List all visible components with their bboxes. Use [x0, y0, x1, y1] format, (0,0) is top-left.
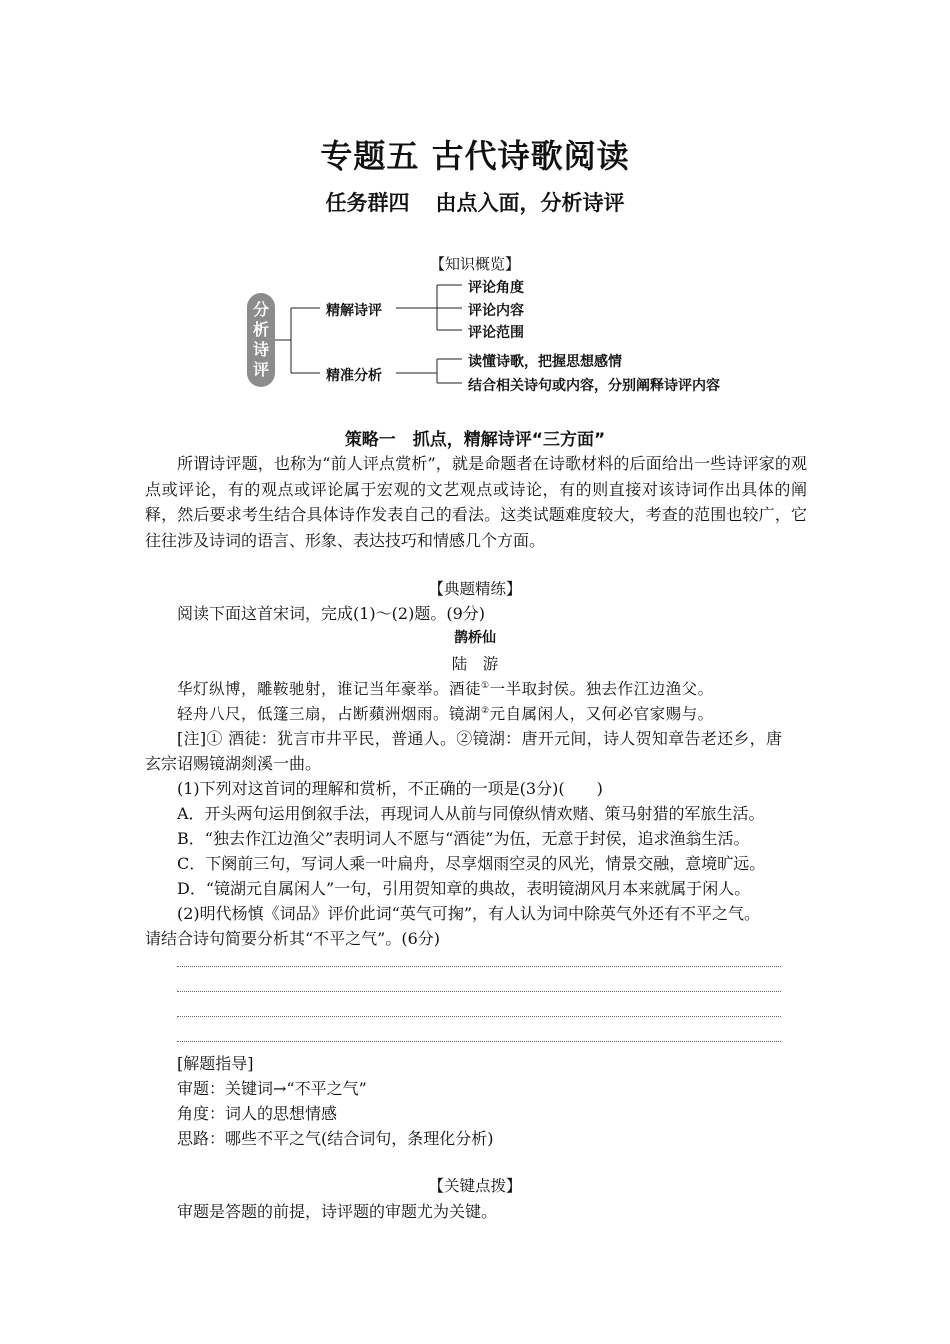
page-title: 专题五 古代诗歌阅读	[320, 137, 630, 175]
strategy-intro: 所谓诗评题，也称为“前人评点赏析”，就是命题者在诗歌材料的后面给出一些诗评家的观点或评论，有的观点或评论属于宏观的文艺观点或诗论，有的则直接对该诗词作出具体的阐释，然后要求考生结合具体诗作发表自己的看法。这类试题难度较大，考查的范围也较广，它往往涉及诗词的语言、形象、表达技巧和情感几个方面。	[145, 454, 807, 550]
answer-line[interactable]	[177, 1041, 781, 1042]
poem-title: 鹊桥仙	[454, 630, 496, 646]
root-char: 评	[252, 360, 269, 379]
subtitle-task-group: 任务群四	[325, 191, 410, 215]
branch1-leaf: 评论范围	[468, 325, 524, 341]
poem-line	[177, 677, 714, 699]
question-2-cont: 请结合诗句简要分析其“不平之气”。(6分)	[145, 929, 441, 948]
branch2-label: 精准分析	[326, 368, 382, 384]
overview-heading: 【知识概览】	[429, 255, 520, 273]
question-1: (1)下列对这首词的理解和赏析，不正确的一项是(3分)( )	[177, 779, 603, 798]
answer-line[interactable]	[177, 1016, 781, 1017]
knowledge-diagram	[0, 0, 950, 420]
poem-line	[177, 702, 714, 724]
root-char: 析	[252, 320, 269, 339]
keypoint-heading: 【关键点拨】	[428, 1177, 522, 1195]
practice-heading: 【典题精练】	[428, 580, 522, 598]
subtitle-topic: 由点入面，分析诗评	[435, 191, 625, 215]
poem-text: 一半取封侯。独去作江边渔父。	[489, 680, 714, 698]
answer-line[interactable]	[177, 966, 781, 967]
poem-note-cont: 玄宗诏赐镜湖剡溪一曲。	[145, 754, 322, 773]
poem-text: 轻舟八尺，低篷三扇，占断蘋洲烟雨。镜湖	[177, 705, 482, 723]
root-char: 分	[252, 300, 269, 319]
root-connector	[275, 308, 320, 373]
branch1-connector	[396, 285, 462, 330]
guide-approach: 思路：哪些不平之气(结合词句，条理化分析)	[177, 1129, 494, 1148]
branch1-label: 精解诗评	[326, 303, 382, 319]
guide-review: 审题：关键词→“不平之气”	[177, 1079, 367, 1098]
answer-line[interactable]	[177, 991, 781, 992]
footnote-marker: ②	[481, 705, 490, 716]
option-b: B．“独去作江边渔父”表明词人不愿与“酒徒”为伍，无意于封侯，追求渔翁生活。	[177, 829, 750, 848]
option-d: D．“镜湖元自属闲人”一句，引用贺知章的典故，表明镜湖风月本来就属于闲人。	[177, 879, 751, 898]
guide-angle: 角度：词人的思想情感	[177, 1104, 338, 1123]
poem-text: 元自属闲人，又何必官家赐与。	[489, 705, 714, 723]
option-a: A．开头两句运用倒叙手法，再现词人从前与同僚纵情欢赌、策马射猎的军旅生活。	[177, 804, 765, 823]
strategy-heading: 策略一 抓点，精解诗评“三方面”	[344, 430, 606, 450]
poem-note: [注]① 酒徒：犹言市井平民，普通人。②镜湖：唐开元间，诗人贺知章告老还乡，唐	[177, 729, 783, 748]
keypoint-text: 审题是答题的前提，诗评题的审题尤为关键。	[177, 1202, 498, 1221]
guide-heading: [解题指导]	[177, 1054, 254, 1073]
poem-author: 陆 游	[451, 655, 499, 673]
practice-instruction: 阅读下面这首宋词，完成(1)～(2)题。(9分)	[177, 604, 485, 623]
root-node	[247, 293, 275, 387]
question-2: (2)明代杨慎《词品》评价此词“英气可掬”，有人认为词中除英气外还有不平之气。	[177, 904, 761, 923]
branch2-leaf: 读懂诗歌，把握思想感情	[468, 354, 622, 370]
root-char: 诗	[252, 340, 269, 359]
option-c: C．下阕前三句，写词人乘一叶扁舟，尽享烟雨空灵的风光，情景交融，意境旷远。	[177, 854, 766, 873]
branch2-leaf: 结合相关诗句或内容，分别阐释诗评内容	[468, 378, 720, 394]
branch2-connector	[396, 359, 462, 383]
branch1-leaf: 评论内容	[468, 303, 524, 319]
footnote-marker: ①	[481, 680, 490, 691]
branch1-leaf: 评论角度	[468, 280, 524, 296]
poem-text: 华灯纵博，雕鞍驰射，谁记当年豪举。酒徒	[177, 680, 482, 698]
